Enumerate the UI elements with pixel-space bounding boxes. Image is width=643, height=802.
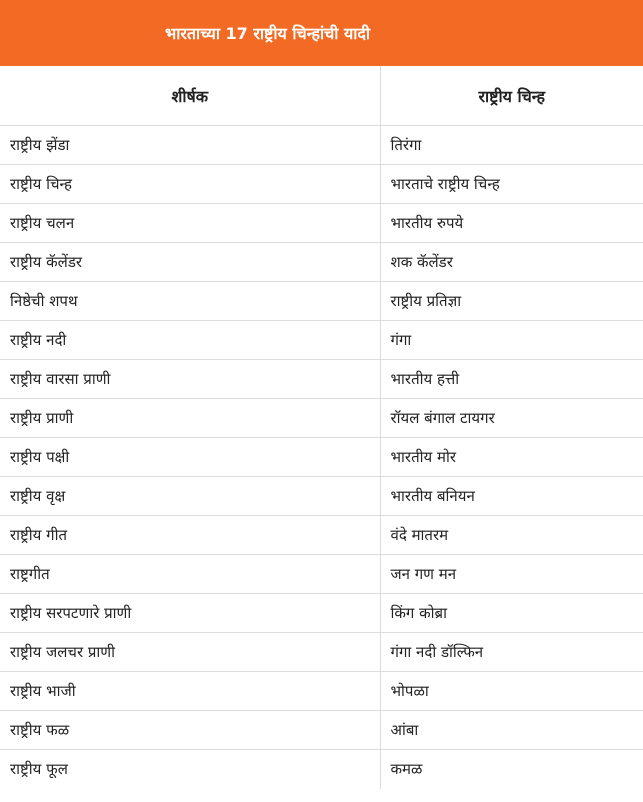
row-symbol-cell: भारतीय मोर [380, 438, 643, 477]
row-title-cell: निष्ठेची शपथ [0, 282, 380, 321]
row-symbol-cell: गंगा नदी डॉल्फिन [380, 633, 643, 672]
national-symbols-table [0, 66, 643, 789]
row-title-cell: राष्ट्रीय जलचर प्राणी [0, 633, 380, 672]
row-symbol-cell: रॉयल बंगाल टायगर [380, 399, 643, 438]
row-title-cell: राष्ट्रीय कॅलेंडर [0, 243, 380, 282]
row-title-cell: राष्ट्रीय भाजी [0, 672, 380, 711]
row-symbol-cell: जन गण मन [380, 555, 643, 594]
row-title-cell: राष्ट्रीय चलन [0, 204, 380, 243]
table-row [0, 594, 643, 633]
row-symbol-cell: तिरंगा [380, 126, 643, 165]
row-symbol-cell: भोपळा [380, 672, 643, 711]
table-row [0, 360, 643, 399]
table-row [0, 555, 643, 594]
row-title-cell: राष्ट्रीय सरपटणारे प्राणी [0, 594, 380, 633]
row-title-cell: राष्ट्रीय नदी [0, 321, 380, 360]
row-symbol-cell: राष्ट्रीय प्रतिज्ञा [380, 282, 643, 321]
row-symbol-cell: आंबा [380, 711, 643, 750]
row-title-cell: राष्ट्रीय गीत [0, 516, 380, 555]
table-row [0, 750, 643, 789]
table-row [0, 672, 643, 711]
row-title-cell: राष्ट्रीय वृक्ष [0, 477, 380, 516]
table-row [0, 321, 643, 360]
table-row [0, 204, 643, 243]
table-row [0, 165, 643, 204]
column-header-title: शीर्षक [0, 66, 380, 126]
row-title-cell: राष्ट्रीय प्राणी [0, 399, 380, 438]
row-title-cell: राष्ट्रीय वारसा प्राणी [0, 360, 380, 399]
row-symbol-cell: भारतीय हत्ती [380, 360, 643, 399]
row-symbol-cell: भारतीय रुपये [380, 204, 643, 243]
column-header-symbol: राष्ट्रीय चिन्ह [380, 66, 643, 126]
table-row [0, 633, 643, 672]
table-row [0, 711, 643, 750]
row-title-cell: राष्ट्रीय चिन्ह [0, 165, 380, 204]
table-row [0, 399, 643, 438]
row-symbol-cell: किंग कोब्रा [380, 594, 643, 633]
row-title-cell: राष्ट्रीय झेंडा [0, 126, 380, 165]
row-symbol-cell: भारतीय बनियन [380, 477, 643, 516]
table-header-row [0, 66, 643, 126]
row-symbol-cell: वंदे मातरम [380, 516, 643, 555]
row-symbol-cell: कमळ [390, 760, 423, 779]
row-symbol-cell: गंगा [380, 321, 643, 360]
page-title-banner [0, 0, 643, 66]
row-title-cell: राष्ट्रगीत [0, 555, 380, 594]
page-title: भारताच्या 17 राष्ट्रीय चिन्हांची यादी [165, 24, 371, 43]
row-symbol-cell: शक कॅलेंडर [380, 243, 643, 282]
table-body [0, 126, 643, 789]
table-row [0, 243, 643, 282]
table-row [0, 126, 643, 165]
row-title-cell: राष्ट्रीय फळ [0, 711, 380, 750]
table-row [0, 516, 643, 555]
table-row [0, 477, 643, 516]
table-row [0, 438, 643, 477]
row-title-cell: राष्ट्रीय पक्षी [0, 438, 380, 477]
table-row [0, 282, 643, 321]
row-symbol-cell: भारताचे राष्ट्रीय चिन्ह [380, 165, 643, 204]
row-title-cell: राष्ट्रीय फूल [0, 750, 380, 789]
